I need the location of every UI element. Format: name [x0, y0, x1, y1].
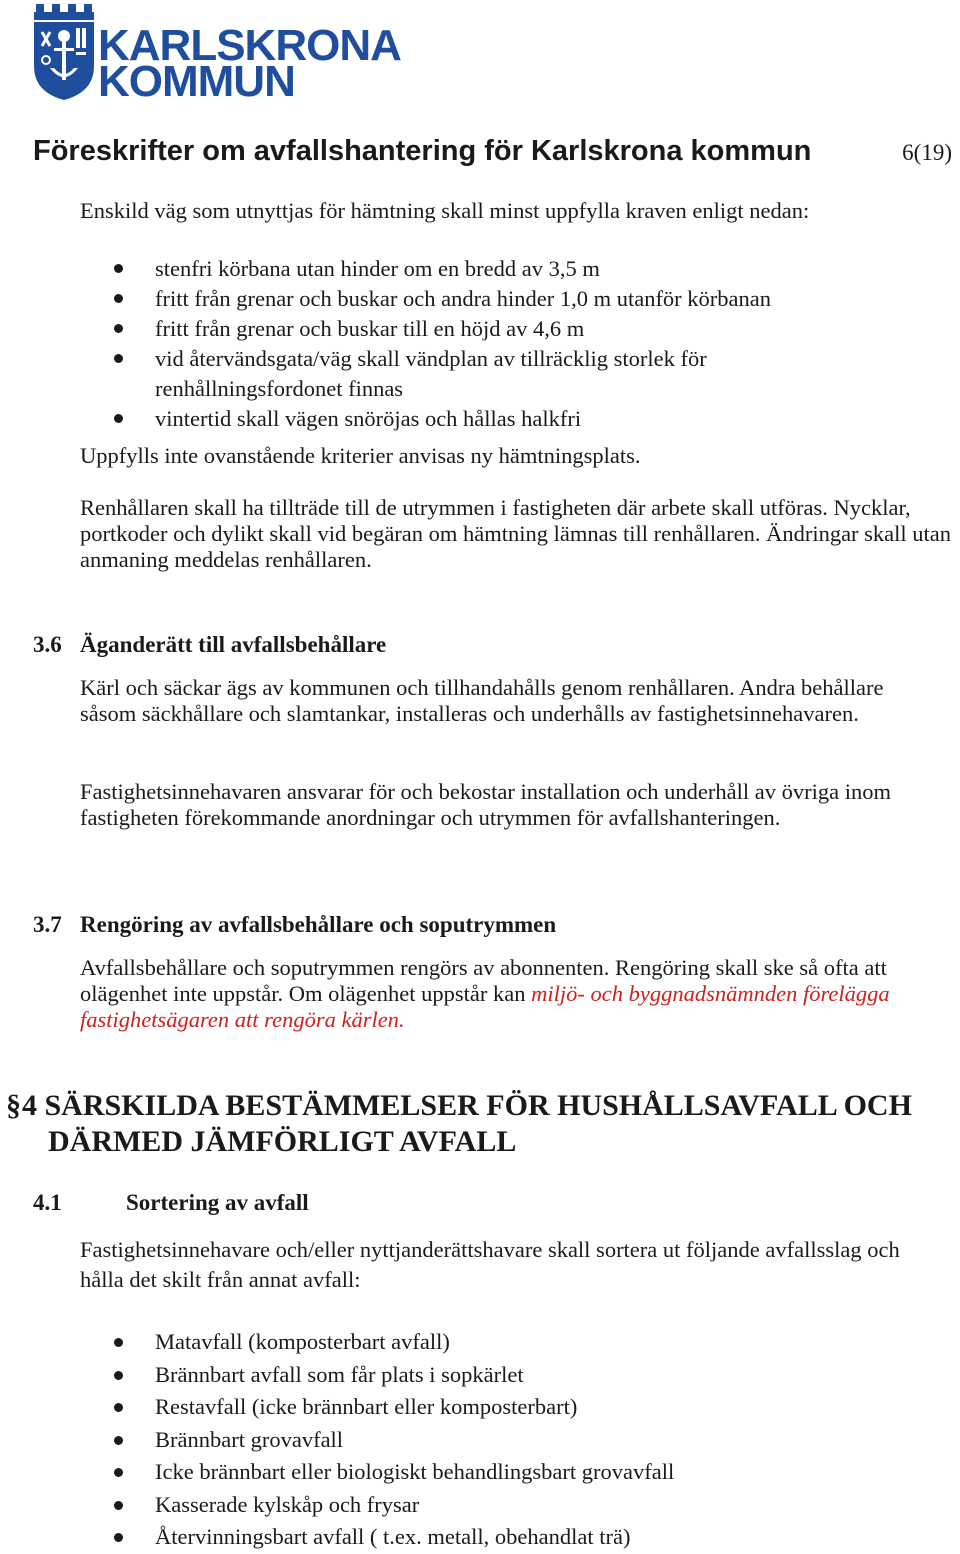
road-intro: Enskild väg som utnyttjas för hämtning skall minst uppfylla kraven enligt nedan: [80, 198, 810, 223]
cleaning-paragraph [80, 955, 955, 1033]
section-title: Rengöring av avfallsbehållare och soputrymmen [80, 912, 557, 937]
list-item-text: Matavfall (komposterbart avfall) [155, 1329, 450, 1354]
section-title: Äganderätt till avfallsbehållare [80, 632, 387, 657]
bullet-icon [114, 1371, 123, 1380]
section-heading-3-6 [33, 630, 386, 660]
section-number: 3.7 [33, 912, 62, 937]
chapter-heading-4 [6, 1088, 956, 1160]
logo-text-line1: KARLSKRONA [98, 21, 401, 70]
bullet-icon [114, 1338, 123, 1347]
bullet-icon [114, 414, 123, 423]
access-paragraph: Renhållaren skall ha tillträde till de utrymmen i fastigheten där arbete skall utföras. Nycklar, portkoder och dylikt skall vid begäran om hämtning lämnas till renhållaren. Ändringar skall utan anmaning meddelas renhållaren. [80, 495, 952, 572]
section-number: 3.6 [33, 632, 62, 657]
cleaning-text: Avfallsbehållare och soputrymmen rengörs av abonnenten. Rengöring skall ske så ofta att olägenhet inte uppstår. Om olägenhet uppstår kan [80, 955, 887, 1006]
waste-types-list [110, 1326, 930, 1554]
bullet-icon [114, 1533, 123, 1542]
list-item-text: Icke brännbart eller biologiskt behandlingsbart grovavfall [155, 1459, 675, 1484]
list-item [110, 1521, 930, 1554]
list-item-text: Brännbart avfall som får plats i sopkärlet [155, 1361, 524, 1387]
list-item-text: vid återvändsgata/väg skall vändplan av tillräcklig storlek för renhållningsfordonet finnas [155, 346, 707, 401]
list-item-text: Brännbart grovavfall [155, 1426, 344, 1452]
chapter-title-line2: DÄRMED JÄMFÖRLIGT AVFALL [48, 1125, 517, 1158]
ownership-paragraph-2: Fastighetsinnehavaren ansvarar för och bekostar installation och underhåll av övriga inom fastigheten förekommande anordningar och utrymmen för avfallshanteringen. [80, 779, 891, 830]
paragraph-symbol: § [6, 1089, 21, 1122]
ownership-paragraph-1: Kärl och säckar ägs av kommunen och tillhandahålls genom renhållaren. Andra behållare såsom säckhållare och slamtankar, installeras och underhålls av fastighetsinnehavaren. [80, 675, 884, 726]
sorting-intro: Fastighetsinnehavare och/eller nyttjanderättshavare skall sortera ut följande avfallsslag och hålla det skilt från annat avfall: [80, 1237, 900, 1292]
list-item [110, 404, 930, 434]
list-item-text: Kasserade kylskåp och frysar [155, 1491, 420, 1517]
list-item-text: vintertid skall vägen snöröjas och hållas halkfri [155, 406, 582, 431]
section-heading-4-1 [33, 1188, 309, 1218]
coat-of-arms-icon [32, 2, 96, 102]
logo-text-line2: KOMMUN [98, 57, 295, 106]
list-item [110, 1424, 930, 1457]
bullet-icon [114, 294, 123, 303]
bullet-icon [114, 324, 123, 333]
list-item-text: Återvinningsbart avfall ( t.ex. metall, obehandlat trä) [155, 1524, 631, 1549]
list-item [110, 1391, 930, 1424]
bullet-icon [114, 1436, 123, 1445]
bullet-icon [114, 1501, 123, 1510]
list-item-text: Restavfall (icke brännbart eller komposterbart) [155, 1394, 578, 1419]
list-item [110, 1489, 930, 1522]
bullet-icon [114, 1403, 123, 1412]
municipality-logo [32, 2, 432, 106]
bullet-icon [114, 354, 123, 363]
section-title: Sortering av avfall [126, 1190, 309, 1215]
list-item [110, 314, 930, 344]
chapter-title-line1: 4 SÄRSKILDA BESTÄMMELSER FÖR HUSHÅLLSAVFALL OCH [22, 1089, 912, 1122]
bullet-icon [114, 1468, 123, 1477]
list-item-text: fritt från grenar och buskar och andra hinder 1,0 m utanför körbanan [155, 286, 772, 311]
bullet-icon [114, 264, 123, 273]
list-item [110, 1359, 930, 1392]
road-requirements-list [110, 254, 930, 434]
road-outro: Uppfylls inte ovanstående kriterier anvisas ny hämtningsplats. [80, 443, 641, 468]
section-heading-3-7 [33, 910, 556, 940]
cleaning-text-highlight: miljö- och byggnadsnämnden förelägga fastighetsägaren att rengöra kärlen. [80, 981, 890, 1032]
page-number: 6(19) [902, 140, 952, 165]
list-item [110, 284, 930, 314]
list-item [110, 1456, 930, 1489]
list-item [110, 1326, 930, 1359]
section-number: 4.1 [33, 1190, 62, 1215]
list-item-text: fritt från grenar och buskar till en höjd av 4,6 m [155, 316, 585, 341]
document-title: Föreskrifter om avfallshantering för Karlskrona kommun [33, 135, 812, 167]
list-item [110, 344, 815, 404]
list-item [110, 254, 930, 284]
list-item-text: stenfri körbana utan hinder om en bredd av 3,5 m [155, 256, 600, 281]
